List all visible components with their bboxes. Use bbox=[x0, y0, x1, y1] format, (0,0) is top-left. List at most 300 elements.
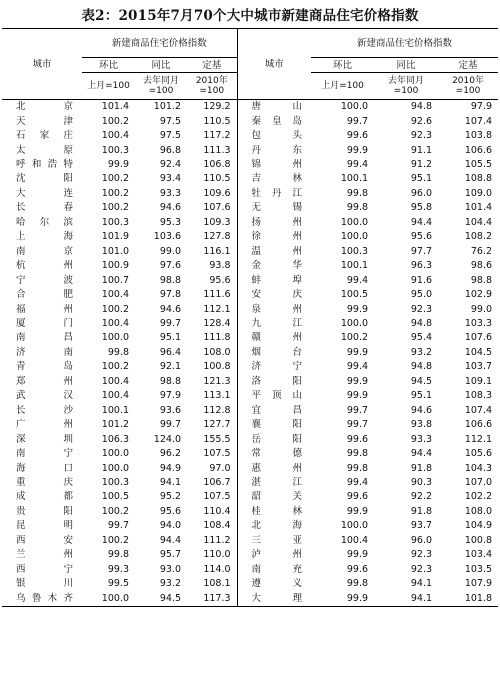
mom-value-cell: 100.0 bbox=[101, 462, 129, 474]
yoy-value-cell: 95.1 bbox=[410, 173, 433, 185]
yoy-value-cell: 91.1 bbox=[410, 144, 433, 156]
city-name-cell: 牡丹江 bbox=[237, 187, 311, 201]
city-name-cell: 大连 bbox=[16, 187, 74, 199]
city-name-cell: 哈尔滨 bbox=[16, 216, 74, 228]
table-row bbox=[2, 187, 498, 201]
table-row bbox=[2, 461, 498, 475]
yoy-value-cell: 97.5 bbox=[159, 130, 181, 142]
base-value-cell: 117.2 bbox=[203, 130, 231, 142]
city-name-cell: 厦门 bbox=[16, 318, 74, 330]
city-name-cell: 天津 bbox=[16, 115, 74, 127]
city-name-cell: 南宁 bbox=[16, 448, 74, 460]
city-name-cell: 济宁 bbox=[237, 360, 311, 374]
city-name-cell: 青岛 bbox=[16, 361, 74, 373]
base-value-cell: 108.0 bbox=[464, 505, 493, 517]
city-name-cell: 桂林 bbox=[237, 505, 311, 519]
yoy-value-cell: 97.8 bbox=[159, 289, 181, 301]
price-index-table bbox=[2, 28, 498, 607]
table-row bbox=[2, 591, 498, 606]
table-row bbox=[2, 534, 498, 548]
table-row bbox=[2, 273, 498, 287]
base-value-cell: 108.4 bbox=[203, 520, 231, 532]
city-name-cell: 济南 bbox=[16, 346, 74, 358]
table-row bbox=[2, 216, 498, 230]
mom-value-cell: 100.4 bbox=[101, 289, 129, 301]
mom-value-cell: 99.8 bbox=[346, 462, 369, 474]
yoy-value-cell: 97.9 bbox=[159, 390, 181, 402]
mom-value-cell: 99.6 bbox=[346, 491, 369, 503]
yoy-value-cell: 124.0 bbox=[153, 433, 181, 445]
yoy-value-cell: 96.2 bbox=[159, 448, 181, 460]
mom-header-left: 环比 bbox=[82, 58, 135, 73]
yoy-value-cell: 95.0 bbox=[410, 289, 433, 301]
city-name-cell: 韶关 bbox=[237, 490, 311, 504]
yoy-value-cell: 95.3 bbox=[159, 216, 181, 228]
yoy-value-cell: 94.8 bbox=[410, 101, 433, 113]
yoy-value-cell: 91.2 bbox=[410, 159, 433, 171]
base-value-cell: 76.2 bbox=[470, 245, 493, 257]
base-value-cell: 108.1 bbox=[203, 578, 231, 590]
base-value-cell: 98.8 bbox=[470, 274, 493, 286]
mom-value-cell: 99.9 bbox=[346, 144, 369, 156]
mom-value-cell: 100.2 bbox=[340, 332, 369, 344]
table-row bbox=[2, 476, 498, 490]
base-value-cell: 105.5 bbox=[464, 159, 493, 171]
yoy-value-cell: 94.1 bbox=[410, 578, 433, 590]
mom-sub-left: 上月=100 bbox=[82, 73, 135, 100]
mom-value-cell: 100.7 bbox=[101, 274, 129, 286]
mom-value-cell: 100.3 bbox=[340, 245, 369, 257]
yoy-value-cell: 94.5 bbox=[135, 591, 187, 606]
yoy-value-cell: 94.9 bbox=[159, 462, 181, 474]
yoy-value-cell: 95.1 bbox=[159, 332, 181, 344]
base-value-cell: 97.9 bbox=[470, 101, 493, 113]
base-value-cell: 107.0 bbox=[464, 477, 493, 488]
yoy-sub-left: 去年同月 =100 bbox=[135, 73, 187, 100]
mom-value-cell: 101.2 bbox=[101, 419, 129, 431]
table-header bbox=[2, 29, 498, 100]
mom-value-cell: 100.9 bbox=[101, 260, 129, 272]
base-value-cell: 127.7 bbox=[203, 419, 231, 431]
base-value-cell: 109.6 bbox=[203, 187, 231, 199]
base-header-right: 定基 bbox=[438, 58, 498, 73]
yoy-value-cell: 92.1 bbox=[159, 361, 181, 373]
yoy-value-cell: 99.7 bbox=[159, 318, 181, 330]
city-name-cell: 贵阳 bbox=[16, 505, 74, 517]
base-value-cell: 106.7 bbox=[203, 477, 231, 488]
yoy-value-cell: 94.4 bbox=[159, 534, 181, 546]
mom-value-cell: 100.2 bbox=[101, 187, 129, 199]
yoy-value-cell: 93.7 bbox=[410, 520, 433, 532]
table-row bbox=[2, 302, 498, 316]
base-value-cell: 102.2 bbox=[464, 491, 493, 503]
city-name-cell: 海口 bbox=[16, 462, 74, 474]
mom-value-cell: 100.1 bbox=[101, 404, 129, 416]
yoy-value-cell: 95.2 bbox=[159, 491, 181, 503]
mom-value-cell: 99.6 bbox=[346, 130, 369, 142]
city-name-cell: 太原 bbox=[16, 144, 74, 156]
table-row bbox=[2, 143, 498, 157]
base-value-cell: 121.3 bbox=[203, 375, 231, 387]
table-title: 表2：2015年7月70个大中城市新建商品住宅价格指数 bbox=[81, 8, 419, 24]
base-value-cell: 104.4 bbox=[464, 216, 493, 228]
yoy-value-cell: 92.4 bbox=[159, 159, 181, 171]
table-row bbox=[2, 230, 498, 244]
base-value-cell: 102.9 bbox=[464, 289, 493, 301]
yoy-value-cell: 91.8 bbox=[410, 505, 433, 517]
base-value-cell: 155.5 bbox=[203, 433, 231, 445]
mom-value-cell: 100.2 bbox=[101, 173, 129, 185]
table-row bbox=[2, 201, 498, 215]
city-name-cell: 吉林 bbox=[237, 172, 311, 186]
city-name-cell: 平顶山 bbox=[237, 389, 311, 403]
yoy-value-cell: 101.2 bbox=[153, 101, 181, 113]
yoy-value-cell: 93.0 bbox=[159, 563, 181, 575]
city-name-cell: 湛江 bbox=[237, 476, 311, 490]
table-row bbox=[2, 418, 498, 432]
city-name-cell: 乌鲁木齐 bbox=[2, 591, 82, 606]
city-name-cell: 蚌埠 bbox=[237, 273, 311, 287]
yoy-value-cell: 99.0 bbox=[159, 245, 181, 257]
base-sub-left: 2010年 =100 bbox=[187, 73, 237, 100]
table-row bbox=[2, 288, 498, 302]
table-row bbox=[2, 100, 498, 115]
base-value-cell: 111.6 bbox=[203, 289, 231, 301]
base-value-cell: 111.3 bbox=[203, 144, 231, 156]
table-row bbox=[2, 129, 498, 143]
base-value-cell: 106.8 bbox=[203, 159, 231, 171]
mom-value-cell: 99.7 bbox=[346, 404, 369, 416]
city-name-cell: 兰州 bbox=[16, 549, 74, 561]
table-row bbox=[2, 490, 498, 504]
table-row bbox=[2, 375, 498, 389]
city-name-cell: 南昌 bbox=[16, 332, 74, 344]
yoy-value-cell: 94.8 bbox=[410, 361, 433, 373]
base-value-cell: 129.2 bbox=[203, 101, 231, 113]
mom-value-cell: 100.0 bbox=[340, 216, 369, 228]
table-row bbox=[2, 505, 498, 519]
table-row bbox=[2, 317, 498, 331]
city-name-cell: 成都 bbox=[16, 491, 74, 503]
yoy-value-cell: 94.4 bbox=[410, 448, 433, 460]
city-name-cell: 大理 bbox=[237, 591, 311, 606]
city-name-cell: 昆明 bbox=[16, 520, 74, 532]
city-name-cell: 三亚 bbox=[237, 534, 311, 548]
yoy-value-cell: 97.5 bbox=[159, 115, 181, 127]
city-name-cell: 宜昌 bbox=[237, 404, 311, 418]
yoy-value-cell: 98.8 bbox=[159, 375, 181, 387]
mom-value-cell: 99.4 bbox=[346, 159, 369, 171]
table-row bbox=[2, 563, 498, 577]
yoy-value-cell: 96.3 bbox=[410, 260, 433, 272]
base-value-cell: 97.0 bbox=[209, 462, 231, 474]
yoy-value-cell: 94.6 bbox=[410, 404, 433, 416]
base-sub-right: 2010年 =100 bbox=[438, 73, 498, 100]
yoy-value-cell: 94.1 bbox=[374, 591, 438, 606]
city-name-cell: 北京 bbox=[16, 101, 74, 113]
base-value-cell: 112.8 bbox=[203, 404, 231, 416]
table-row bbox=[2, 577, 498, 591]
yoy-value-cell: 95.8 bbox=[410, 202, 433, 214]
base-value-cell: 111.2 bbox=[203, 534, 231, 546]
yoy-value-cell: 94.4 bbox=[410, 216, 433, 228]
table-row bbox=[2, 158, 498, 172]
city-name-cell: 九江 bbox=[237, 317, 311, 331]
city-name-cell: 郑州 bbox=[16, 375, 74, 387]
yoy-value-cell: 98.8 bbox=[159, 274, 181, 286]
table-body bbox=[2, 100, 498, 607]
table-row bbox=[2, 389, 498, 403]
city-name-cell: 石家庄 bbox=[16, 130, 74, 142]
base-header-left: 定基 bbox=[187, 58, 237, 73]
yoy-value-cell: 97.7 bbox=[410, 245, 433, 257]
mom-value-cell: 99.6 bbox=[346, 563, 369, 575]
mom-value-cell: 99.4 bbox=[346, 274, 369, 286]
city-name-cell: 杭州 bbox=[16, 260, 74, 272]
table-row bbox=[2, 404, 498, 418]
yoy-value-cell: 95.6 bbox=[410, 231, 433, 243]
base-value-cell: 112.1 bbox=[464, 433, 493, 445]
base-value-cell: 103.5 bbox=[464, 563, 493, 575]
mom-value-cell: 99.7 bbox=[346, 115, 369, 127]
mom-value-cell: 100.5 bbox=[340, 289, 369, 301]
base-value-cell: 114.0 bbox=[203, 563, 231, 575]
mom-value-cell: 106.3 bbox=[101, 433, 129, 445]
mom-value-cell: 99.9 bbox=[346, 303, 369, 315]
city-name-cell: 徐州 bbox=[237, 230, 311, 244]
yoy-value-cell: 93.4 bbox=[159, 173, 181, 185]
table-row bbox=[2, 172, 498, 186]
mom-value-cell: 99.3 bbox=[107, 563, 129, 575]
city-header-left: 城市 bbox=[2, 29, 82, 100]
base-value-cell: 110.4 bbox=[203, 505, 231, 517]
yoy-value-cell: 93.3 bbox=[159, 187, 181, 199]
yoy-value-cell: 94.0 bbox=[159, 520, 181, 532]
city-name-cell: 深圳 bbox=[16, 433, 74, 445]
base-value-cell: 110.5 bbox=[203, 173, 231, 185]
mom-value-cell: 100.4 bbox=[340, 534, 369, 546]
yoy-value-cell: 96.8 bbox=[159, 144, 181, 156]
mom-value-cell: 99.7 bbox=[346, 419, 369, 431]
city-name-cell: 岳阳 bbox=[237, 432, 311, 446]
base-value-cell: 113.1 bbox=[203, 390, 231, 402]
mom-header-right: 环比 bbox=[311, 58, 374, 73]
mom-value-cell: 100.0 bbox=[82, 591, 135, 606]
mom-value-cell: 99.8 bbox=[346, 448, 369, 460]
city-name-cell: 西宁 bbox=[16, 563, 74, 575]
mom-value-cell: 99.9 bbox=[346, 346, 369, 358]
table-row bbox=[2, 346, 498, 360]
yoy-value-cell: 91.8 bbox=[410, 462, 433, 474]
mom-value-cell: 100.3 bbox=[101, 216, 129, 228]
base-value-cell: 109.1 bbox=[464, 375, 493, 387]
mom-value-cell: 99.4 bbox=[346, 477, 369, 488]
yoy-value-cell: 94.6 bbox=[159, 202, 181, 214]
yoy-value-cell: 96.4 bbox=[159, 346, 181, 358]
base-value-cell: 107.4 bbox=[464, 115, 493, 127]
yoy-value-cell: 92.3 bbox=[410, 563, 433, 575]
yoy-value-cell: 93.2 bbox=[159, 578, 181, 590]
yoy-value-cell: 92.6 bbox=[410, 115, 433, 127]
mom-value-cell: 100.2 bbox=[101, 505, 129, 517]
city-name-cell: 秦皇岛 bbox=[237, 114, 311, 128]
city-name-cell: 南充 bbox=[237, 563, 311, 577]
yoy-value-cell: 93.6 bbox=[159, 404, 181, 416]
mom-value-cell: 99.9 bbox=[311, 591, 374, 606]
yoy-value-cell: 95.1 bbox=[410, 390, 433, 402]
city-name-cell: 南京 bbox=[16, 245, 74, 257]
city-name-cell: 福州 bbox=[16, 303, 74, 315]
mom-value-cell: 100.2 bbox=[101, 361, 129, 373]
table-row bbox=[2, 548, 498, 562]
mom-value-cell: 100.1 bbox=[340, 173, 369, 185]
city-name-cell: 丹东 bbox=[237, 143, 311, 157]
mom-value-cell: 99.9 bbox=[346, 505, 369, 517]
city-name-cell: 广州 bbox=[16, 419, 74, 431]
table-row bbox=[2, 259, 498, 273]
yoy-header-left: 同比 bbox=[135, 58, 187, 73]
mom-value-cell: 99.8 bbox=[107, 549, 129, 561]
mom-value-cell: 99.5 bbox=[107, 578, 129, 590]
mom-sub-right: 上月=100 bbox=[311, 73, 374, 100]
yoy-value-cell: 93.3 bbox=[410, 433, 433, 445]
base-value-cell: 116.1 bbox=[203, 245, 231, 257]
city-name-cell: 锦州 bbox=[237, 158, 311, 172]
base-value-cell: 103.7 bbox=[464, 361, 493, 373]
mom-value-cell: 99.8 bbox=[346, 578, 369, 590]
mom-value-cell: 100.3 bbox=[101, 144, 129, 156]
city-name-cell: 北海 bbox=[237, 519, 311, 533]
city-name-cell: 遵义 bbox=[237, 577, 311, 591]
yoy-value-cell: 96.0 bbox=[410, 534, 433, 546]
city-name-cell: 无锡 bbox=[237, 201, 311, 215]
yoy-value-cell: 92.3 bbox=[410, 303, 433, 315]
base-value-cell: 103.4 bbox=[464, 549, 493, 561]
base-value-cell: 103.8 bbox=[464, 130, 493, 142]
city-name-cell: 温州 bbox=[237, 245, 311, 259]
yoy-value-cell: 90.3 bbox=[410, 477, 433, 488]
mom-value-cell: 99.8 bbox=[346, 202, 369, 214]
base-value-cell: 106.6 bbox=[464, 419, 493, 431]
city-name-cell: 长沙 bbox=[16, 404, 74, 416]
base-value-cell: 109.3 bbox=[203, 216, 231, 228]
city-name-cell: 唐山 bbox=[237, 100, 311, 115]
mom-value-cell: 101.4 bbox=[101, 101, 129, 113]
yoy-value-cell: 95.7 bbox=[159, 549, 181, 561]
city-name-cell: 金华 bbox=[237, 259, 311, 273]
yoy-value-cell: 95.4 bbox=[410, 332, 433, 344]
base-value-cell: 100.8 bbox=[203, 361, 231, 373]
yoy-value-cell: 99.7 bbox=[159, 419, 181, 431]
mom-value-cell: 99.8 bbox=[107, 346, 129, 358]
mom-value-cell: 101.0 bbox=[101, 245, 129, 257]
base-value-cell: 110.5 bbox=[203, 115, 231, 127]
mom-value-cell: 100.4 bbox=[101, 318, 129, 330]
mom-value-cell: 100.0 bbox=[340, 101, 369, 113]
yoy-value-cell: 94.6 bbox=[159, 303, 181, 315]
city-name-cell: 赣州 bbox=[237, 331, 311, 345]
city-name-cell: 惠州 bbox=[237, 461, 311, 475]
base-value-cell: 104.3 bbox=[464, 462, 493, 474]
yoy-value-cell: 97.6 bbox=[159, 260, 181, 272]
base-value-cell: 109.0 bbox=[464, 187, 493, 199]
city-name-cell: 泉州 bbox=[237, 302, 311, 316]
yoy-value-cell: 92.3 bbox=[410, 130, 433, 142]
city-name-cell: 烟台 bbox=[237, 346, 311, 360]
city-name-cell: 银川 bbox=[16, 578, 74, 590]
mom-value-cell: 99.4 bbox=[346, 361, 369, 373]
base-value-cell: 107.5 bbox=[203, 491, 231, 503]
mom-value-cell: 100.4 bbox=[101, 130, 129, 142]
mom-value-cell: 99.6 bbox=[346, 433, 369, 445]
base-value-cell: 111.8 bbox=[203, 332, 231, 344]
mom-value-cell: 100.2 bbox=[101, 534, 129, 546]
mom-value-cell: 99.9 bbox=[346, 375, 369, 387]
city-header-right: 城市 bbox=[237, 29, 311, 100]
base-value-cell: 107.6 bbox=[203, 202, 231, 214]
base-value-cell: 98.6 bbox=[470, 260, 493, 272]
mom-value-cell: 99.8 bbox=[346, 187, 369, 199]
table-row bbox=[2, 360, 498, 374]
mom-value-cell: 99.9 bbox=[346, 549, 369, 561]
mom-value-cell: 100.1 bbox=[340, 260, 369, 272]
city-name-cell: 重庆 bbox=[16, 477, 74, 488]
table-row bbox=[2, 331, 498, 345]
yoy-value-cell: 96.0 bbox=[410, 187, 433, 199]
mom-value-cell: 101.9 bbox=[101, 231, 129, 243]
mom-value-cell: 100.3 bbox=[101, 477, 129, 488]
base-value-cell: 128.4 bbox=[203, 318, 231, 330]
city-name-cell: 扬州 bbox=[237, 216, 311, 230]
city-name-cell: 包头 bbox=[237, 129, 311, 143]
mom-value-cell: 100.4 bbox=[101, 375, 129, 387]
city-name-cell: 安庆 bbox=[237, 288, 311, 302]
city-name-cell: 上海 bbox=[16, 231, 74, 243]
city-name-cell: 西安 bbox=[16, 534, 74, 546]
base-value-cell: 95.6 bbox=[209, 274, 231, 286]
yoy-sub-right: 去年同月 =100 bbox=[374, 73, 438, 100]
city-name-cell: 泸州 bbox=[237, 548, 311, 562]
table-row bbox=[2, 245, 498, 259]
base-value-cell: 104.5 bbox=[464, 346, 493, 358]
city-name-cell: 宁波 bbox=[16, 274, 74, 286]
yoy-value-cell: 93.2 bbox=[410, 346, 433, 358]
yoy-value-cell: 94.5 bbox=[410, 375, 433, 387]
base-value-cell: 108.3 bbox=[464, 390, 493, 402]
base-value-cell: 127.8 bbox=[203, 231, 231, 243]
group-header-right: 新建商品住宅价格指数 bbox=[311, 29, 498, 58]
yoy-value-cell: 91.6 bbox=[410, 274, 433, 286]
yoy-value-cell: 94.1 bbox=[159, 477, 181, 488]
mom-value-cell: 99.9 bbox=[346, 390, 369, 402]
yoy-value-cell: 92.3 bbox=[410, 549, 433, 561]
yoy-value-cell: 92.2 bbox=[410, 491, 433, 503]
city-name-cell: 襄阳 bbox=[237, 418, 311, 432]
yoy-value-cell: 94.8 bbox=[410, 318, 433, 330]
base-value-cell: 106.6 bbox=[464, 144, 493, 156]
table-row bbox=[2, 447, 498, 461]
base-value-cell: 117.3 bbox=[187, 591, 237, 606]
city-name-cell: 长春 bbox=[16, 202, 74, 214]
base-value-cell: 99.0 bbox=[470, 303, 493, 315]
base-value-cell: 112.1 bbox=[203, 303, 231, 315]
mom-value-cell: 100.0 bbox=[101, 332, 129, 344]
base-value-cell: 107.5 bbox=[203, 448, 231, 460]
base-value-cell: 101.4 bbox=[464, 202, 493, 214]
mom-value-cell: 100.5 bbox=[101, 491, 129, 503]
base-value-cell: 101.8 bbox=[438, 591, 498, 606]
city-name-cell: 合肥 bbox=[16, 289, 74, 301]
